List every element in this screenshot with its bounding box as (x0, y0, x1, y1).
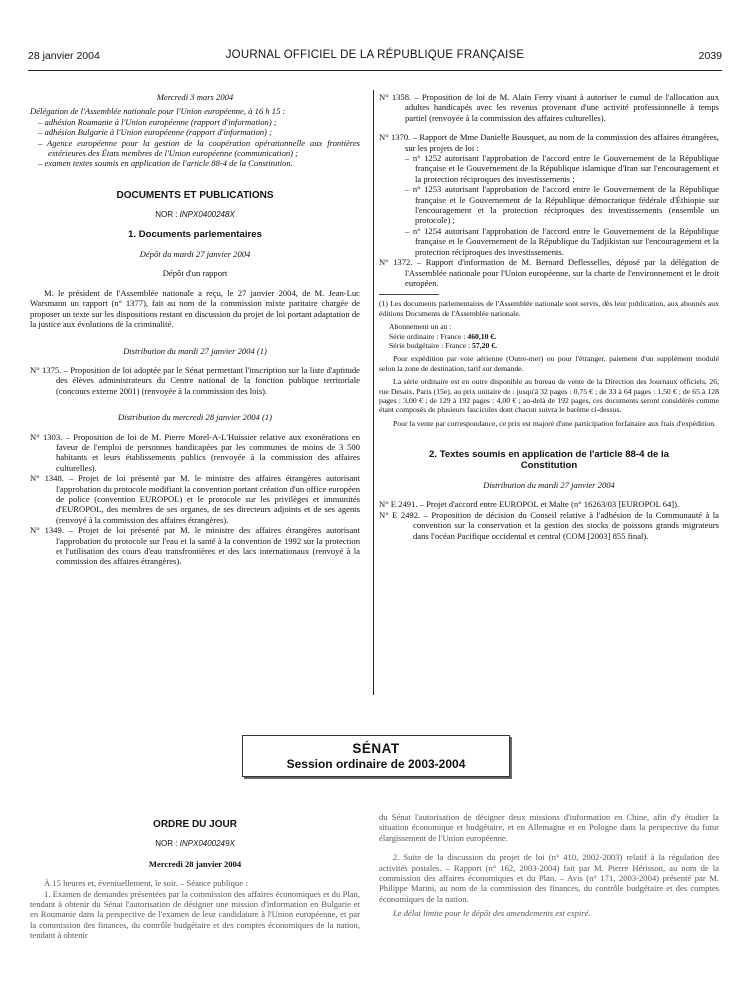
footnote-text: (1) Les documents parlementaires de l'Assemblée nationale sont servis, dès leur publication, aux abonnés aux éditions Documents de l'Assemblée nationale. (379, 299, 719, 318)
vente-text: La série ordinaire est en outre disponible au bureau de vente de la Direction des Journaux officiels, 26, rue Desaix, Paris (15e), au prix unitaire de : jusqu'à 32 pages : 0,75 € ; de 33 à 64 pages : 1,50 € ; de 65 à 128 pages : 3,00 € ; de 129 à 192 pages : 4,00 € ; au-delà de 192 pages, ces documents seront considérés comme étant composés de plusieurs fascicules dont chacun suivra le barème ci-dessus. (379, 377, 719, 415)
header-date: 28 janvier 2004 (28, 50, 100, 62)
agenda-item: – Agence européenne pour la gestion de la coopération opérationnelle aux frontières extérieures des États membres de l'Union européenne (communication) ; (38, 137, 360, 159)
depot-rapport-heading: Dépôt d'un rapport (162, 268, 228, 279)
depot-date: Dépôt du mardi 27 janvier 2004 (139, 249, 251, 260)
document-item: N° 1303. – Proposition de loi de M. Pierre Morel-A-L'Huissier relative aux exonérations en faveur de l'emploi de personnes handicapées par les communes de moins de 3 500 habitants et leurs établissements publics (renvoyée à la commission des affaires culturelles). (30, 431, 360, 473)
agenda-item-1-continued: du Sénat l'autorisation de désigner deux missions d'information en Chine, afin d'y étudier la situation économique et budgétaire, et en Allemagne et en Pologne dans la perspective du futur élargissement de l'Union européenne. (379, 812, 719, 843)
nor-reference: NOR : INPX0400249X (155, 839, 235, 849)
seance-intro: À 15 heures et, éventuellement, le soir. – Séance publique : (44, 878, 248, 889)
e-document-item: N° E 2492. – Proposition de décision du Conseil relative à l'adhésion de la Communauté à la convention sur la conservation et la gestion des stocks de poissons grands migrateurs dans l'océan Pacifique occidental et central (COM [2003] 855 final). (379, 509, 719, 541)
document-item: N° 1375. – Proposition de loi adoptée par le Sénat permettant l'inscription sur la liste d'aptitude des élèves administrateurs du Centre national de la fonction publique territoriale (concours externe 2001) (renvoyée à la commission des lois). (30, 364, 360, 396)
running-header (28, 50, 722, 66)
document-item: N° 1358. – Proposition de loi de M. Alain Ferry visant à autoriser le cumul de l'allocation aux adultes handicapés avec les revenus provenant d'une activité professionnelle à temps partiel (renvoyée à la commission des affaires culturelles). (379, 92, 719, 123)
ordre-du-jour-continued (379, 812, 719, 919)
footnote-rule (379, 294, 439, 295)
correspondance-text: Pour la vente par correspondance, ce prix est majoré d'une participation forfaitaire aux frais d'expédition. (393, 418, 716, 428)
header-journal-title: JOURNAL OFFICIEL DE LA RÉPUBLIQUE FRANÇAISE (225, 49, 525, 61)
header-page-number: 2039 (698, 50, 722, 62)
e-document-item: N° E 2491. – Projet d'accord entre EUROPOL et Malte (n° 16263/03 [EUROPOL 64]). (379, 499, 680, 510)
header-rule (28, 70, 722, 71)
section-documents-parlementaires: 1. Documents parlementaires (128, 228, 262, 240)
sub-item: – n° 1253 autorisant l'approbation de l'accord entre le Gouvernement de la République française et le Gouvernement de la République démocratique fédérale d'Éthiopie sur l'encouragement et la protection réciproques des investissements (ensemble un protocole) ; (405, 184, 719, 226)
document-item: N° 1370. – Rapport de Mme Danielle Bousquet, au nom de la commission des affaires étrangères, sur les projets de loi : (379, 132, 719, 153)
section-textes-soumis: 2. Textes soumis en application de l'article 88-4 de la Constitution (429, 449, 669, 471)
amendments-deadline: Le délai limite pour le dépôt des amendements est expiré. (393, 908, 591, 919)
footnote (379, 299, 719, 428)
document-item: N° 1372. – Rapport d'information de M. Bernard Deflesselles, déposé par la délégation de l'Assemblée nationale pour l'Union européenne, sur la charte de l'environnement et le droit européen. (379, 257, 719, 288)
distribution-heading: Distribution du mardi 27 janvier 2004 (483, 480, 615, 490)
abonnement-label: Abonnement un an : (389, 322, 452, 332)
delegation-heading: Délégation de l'Assemblée nationale pour l'Union européenne, à 16 h 15 : (30, 106, 286, 117)
ordre-du-jour-column (30, 820, 360, 941)
sub-item: – n° 1252 autorisant l'approbation de l'accord entre le Gouvernement de la République française et le Gouvernement de la République islamique d'Iran sur l'encouragement et la protection réciproques des investissements ; (405, 153, 719, 184)
agenda-item: – adhésion Bulgarie à l'Union européenne (rapport d'information) ; (38, 127, 272, 138)
nor-reference: NOR : INPX0400248X (155, 210, 235, 220)
senat-session: Session ordinaire de 2003-2004 (286, 757, 466, 771)
ordre-du-jour-title: ORDRE DU JOUR (153, 819, 237, 830)
senat-title: SÉNAT (352, 741, 400, 756)
sub-item: – n° 1254 autorisant l'approbation de l'accord entre le Gouvernement de la République française et le Gouvernement de la République du Tadjikistan sur l'encouragement et la protection réciproques des investissements. (405, 225, 719, 257)
agenda-item-2: 2. Suite de la discussion du projet de loi (n° 410, 2002-2003) relatif à la régulation des activités postales. – Rapport (n° 162, 2003-2004) fait par M. Pierre Hérisson, au nom de la commission des affaires économiques et du Plan. – Avis (n° 171, 2003-2004) présenté par M. Philippe Marini, au nom de la commission des finances, du contrôle budgétaire et des comptes économiques de la nation. (379, 852, 719, 904)
right-column (379, 92, 719, 541)
distribution-heading: Distribution du mardi 27 janvier 2004 (1) (123, 345, 267, 356)
agenda-item-1: 1. Examen de demandes présentées par la commission des affaires économiques et du Plan, tendant à obtenir du Sénat l'autorisation de désigner une mission d'information en Bulgarie et en Roumanie dans la perspective de l'examen de leur candidature à l'Union européenne, et par la commission des finances, du contrôle budgétaire et des comptes économiques de la nation, tendant à obtenir (30, 888, 360, 941)
senat-banner (242, 735, 510, 777)
seance-date: Mercredi 28 janvier 2004 (148, 858, 242, 869)
agenda-item: – adhésion Roumanie à l'Union européenne (rapport d'information) ; (38, 116, 277, 127)
expedition-text: Pour expédition par voie aérienne (Outre-mer) ou pour l'étranger, paiement d'un supplément modulé selon la zone de destination, tarif sur demande. (379, 354, 719, 373)
serie-ordinaire: Série ordinaire : France : 460,10 €. (389, 331, 497, 341)
agenda-item: – examen textes soumis en application de l'article 88-4 de la Constitution. (38, 158, 293, 169)
left-column (30, 92, 360, 567)
depot-text: M. le président de l'Assemblée nationale a reçu, le 27 janvier 2004, de M. Jean-Luc Warsmann un rapport (n° 1377), fait au nom de la commission mixte paritaire chargée de proposer un texte sur les dispositions restant en discussion du projet de loi portant adaptation de la justice aux évolutions de la criminalité. (30, 287, 360, 330)
distribution-heading: Distribution du mercredi 28 janvier 2004 (1) (117, 412, 273, 423)
document-item: N° 1348. – Projet de loi présenté par M. le ministre des affaires étrangères autorisant l'approbation du protocole modifiant la convention portant création d'un office européen de police (convention EUROPOL) et le protocole sur les privilèges et immunités d'EUROPOL, des membres de ses organes, de ses directeurs adjoints et de ses agents (renvoyé à la commission des affaires étrangères). (30, 473, 360, 525)
serie-budgetaire: Série budgétaire : France : 57,20 €. (389, 340, 498, 350)
column-divider (373, 90, 374, 695)
document-item: N° 1349. – Projet de loi présenté par M. le ministre des affaires étrangères autorisant l'approbation du protocole sur l'eau et la santé à la convention de 1992 sur la protection et l'utilisation des cours d'eau transfrontières et des lacs internationaux (renvoyé à la commission des affaires étrangères). (30, 525, 360, 567)
mercredi-heading: Mercredi 3 mars 2004 (156, 92, 234, 102)
docs-publications-title: DOCUMENTS ET PUBLICATIONS (116, 189, 274, 201)
